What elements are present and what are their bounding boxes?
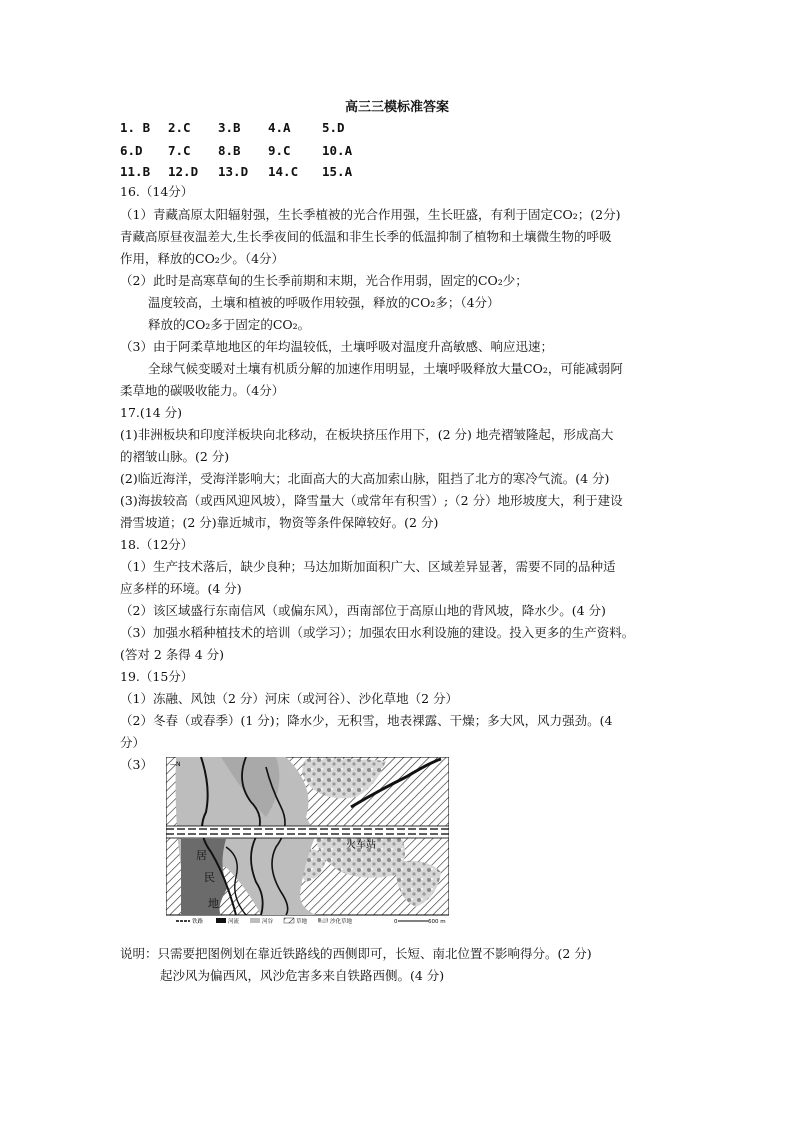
note-line: 起沙风为偏西风，风沙危害多来自铁路西侧。(4 分) [160, 968, 445, 983]
answer-line: （1）青藏高原太阳辐射强，生长季植被的光合作用强，生长旺盛，有利于固定CO₂；(2分) [120, 207, 621, 222]
note-line: 说明：只需要把图例划在靠近铁路线的西侧即可，长短、南北位置不影响得分。(2 分) [120, 946, 592, 961]
answer-line: 温度较高，土壤和植被的呼吸作用较强，释放的CO₂多；（4分） [148, 295, 500, 310]
q18-heading: 18.（12分） [120, 537, 194, 552]
answer-line: 滑雪坡道；(2 分)靠近城市，物资等条件保障较好。(2 分) [120, 515, 439, 530]
answer-line: 分） [120, 735, 146, 750]
legend-valley-icon [250, 918, 260, 923]
legend-sand-icon [318, 918, 328, 923]
page-title: 高三三模标准答案 [344, 100, 449, 115]
answer-line: 的褶皱山脉。(2 分) [120, 449, 230, 464]
mc-answer: 8.B [218, 143, 241, 158]
map-legend [176, 917, 446, 925]
mc-answer: 3.B [218, 120, 241, 135]
answer-line: 全球气候变暖对土壤有机质分解的加速作用明显，土壤呼吸释放大量CO₂，可能减弱阿 [148, 361, 623, 376]
answer-line: （3）由于阿柔草地地区的年均温较低，土壤呼吸对温度升高敏感、响应迅速； [120, 339, 553, 354]
legend-label: 铁路 [192, 919, 204, 925]
answer-line: （2）该区域盛行东南信风（或偏东风），西南部位于高原山地的背风坡，降水少。(4 分) [120, 603, 606, 618]
railway-map-figure [166, 757, 449, 927]
mc-answer: 14.C [268, 164, 299, 179]
answer-line: 释放的CO₂多于固定的CO₂。 [148, 317, 311, 332]
answer-line: （3） [120, 757, 153, 772]
q17-heading: 17.(14 分) [120, 405, 183, 420]
mc-answer: 6.D [120, 143, 143, 158]
scale-end-label: 600 m [428, 919, 446, 925]
mc-answer: 7.C [168, 143, 191, 158]
mc-answer: 5.D [322, 120, 345, 135]
answer-line: 青藏高原昼夜温差大,生长季夜间的低温和非生长季的低温抑制了植物和土壤微生物的呼吸 [120, 229, 612, 244]
answer-line: （1）生产技术落后，缺少良种；马达加斯加面积广大、区域差异显著，需要不同的品种适 [120, 559, 616, 574]
mc-answer: 4.A [268, 120, 291, 135]
mc-answer: 9.C [268, 143, 291, 158]
scale-zero-label: 0 [394, 919, 398, 925]
answer-line: （2）此时是高寒草甸的生长季前期和末期，光合作用弱，固定的CO₂少； [120, 273, 528, 288]
q16-heading: 16.（14分） [120, 184, 194, 199]
answer-line: (1)非洲板块和印度洋板块向北移动，在板块挤压作用下，(2 分) 地壳褶皱隆起，形成高大 [120, 427, 614, 442]
mc-answer: 12.D [168, 164, 199, 179]
railway-band [166, 826, 449, 838]
mc-answer: 2.C [168, 120, 191, 135]
station-label: 火车站 [346, 840, 376, 851]
answer-line: （3）加强水稻种植技术的培训（或学习）；加强农田水利设施的建设。投入更多的生产资料。 [120, 625, 635, 640]
mc-answer: 11.B [120, 164, 151, 179]
answer-line: （1）冻融、风蚀（2 分）河床（或河谷）、沙化草地（2 分） [120, 691, 459, 706]
answer-line: 作用，释放的CO₂少。（4分） [120, 251, 285, 266]
q19-heading: 19.（15分） [120, 669, 194, 684]
residential-label: 居 [196, 849, 207, 862]
mc-answer: 13.D [218, 164, 249, 179]
north-arrow-icon: —N [170, 761, 181, 768]
answer-line: 应多样的环境。(4 分) [120, 581, 242, 596]
answer-line: (2)临近海洋，受海洋影响大；北面高大的大高加索山脉，阻挡了北方的寒冷气流。(4 分) [120, 471, 610, 486]
legend-label: 河谷 [262, 919, 274, 925]
mc-answer: 15.A [322, 164, 353, 179]
legend-label: 河流 [228, 919, 240, 925]
legend-river-icon [216, 918, 226, 923]
mc-answer: 10.A [322, 143, 353, 158]
answer-line: (答对 2 条得 4 分) [120, 647, 225, 662]
residential-label: 民 [204, 871, 215, 884]
legend-grass-icon [284, 918, 294, 923]
legend-label: 沙化草地 [330, 919, 353, 925]
answer-line: 柔草地的碳吸收能力。（4分） [120, 383, 285, 398]
answer-line: (3)海拔较高（或西风迎风坡），降雪量大（或常年有积雪）;（2 分）地形坡度大，利于建设 [120, 493, 623, 508]
residential-label: 地 [208, 897, 219, 910]
legend-label: 草地 [296, 919, 308, 925]
mc-answer: 1. B [120, 120, 151, 135]
answer-line: （2）冬春（或春季）(1 分)；降水少，无积雪，地表裸露、干燥；多大风，风力强劲。(4 [120, 713, 613, 728]
